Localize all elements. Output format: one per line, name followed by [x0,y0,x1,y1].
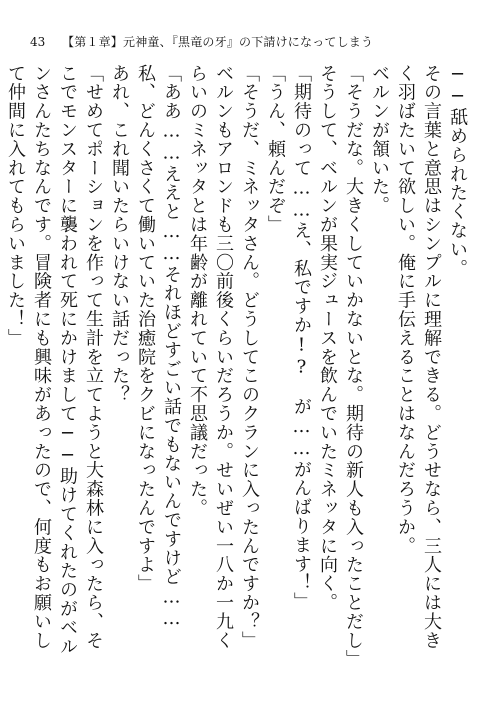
page-number: 43 [30,35,46,49]
paragraph: 「うん、頼んだぞ」 [265,64,286,235]
paragraph: ベルンもアロンドも三〇前後くらいだろうか。せいぜい一八か一九くらいのミネッタとは年齢が離れていて不思議だった。 [187,64,234,650]
paragraph: 「そうだ、ミネッタさん。どうしてこのクランに入ったんですか？」 [239,64,260,650]
paragraph: 「ああ……ええと……それほどすごい話でもないんですけど……私、どんくさくて働いていた治癒院をクビになったんですよ」 [135,64,182,631]
paragraph: その言葉と意思はシンプルに理解できる。どうせなら、三人には大きく羽ばたいて欲しい。俺に手伝えることはなんだろうか。 [395,64,442,650]
paragraph: ベルンが頷いた。 [369,64,390,216]
paragraph: そうして、ベルンが果実ジュースを飲んでいたミネッタに向く。 [317,64,338,613]
paragraph: 「そうだな。大きくしていかないとな。期待の新人も入ったことだし」 [343,64,364,669]
vertical-text-body [5,64,470,669]
paragraph: 「せめてポーションを作って生計を立てようと大森林に入ったら、そこでモンスターに襲われて死にかけまして──助けてくれたのがベルンさんたちなんです。冒険者にも興味があったので、何度もお願いして仲間に入れてもらいました！」 [5,64,104,656]
page-header [30,32,470,52]
paragraph: あれ、これ聞いたらいけない話だった？ [109,64,130,405]
paragraph: ──舐められたくない。 [447,64,468,278]
chapter-title: 【第１章】元神童、『黒竜の牙』の下請けになってしまう [62,35,374,49]
paragraph: 「期待のって……え、私ですか!? が……がんばります！」 [291,64,312,612]
